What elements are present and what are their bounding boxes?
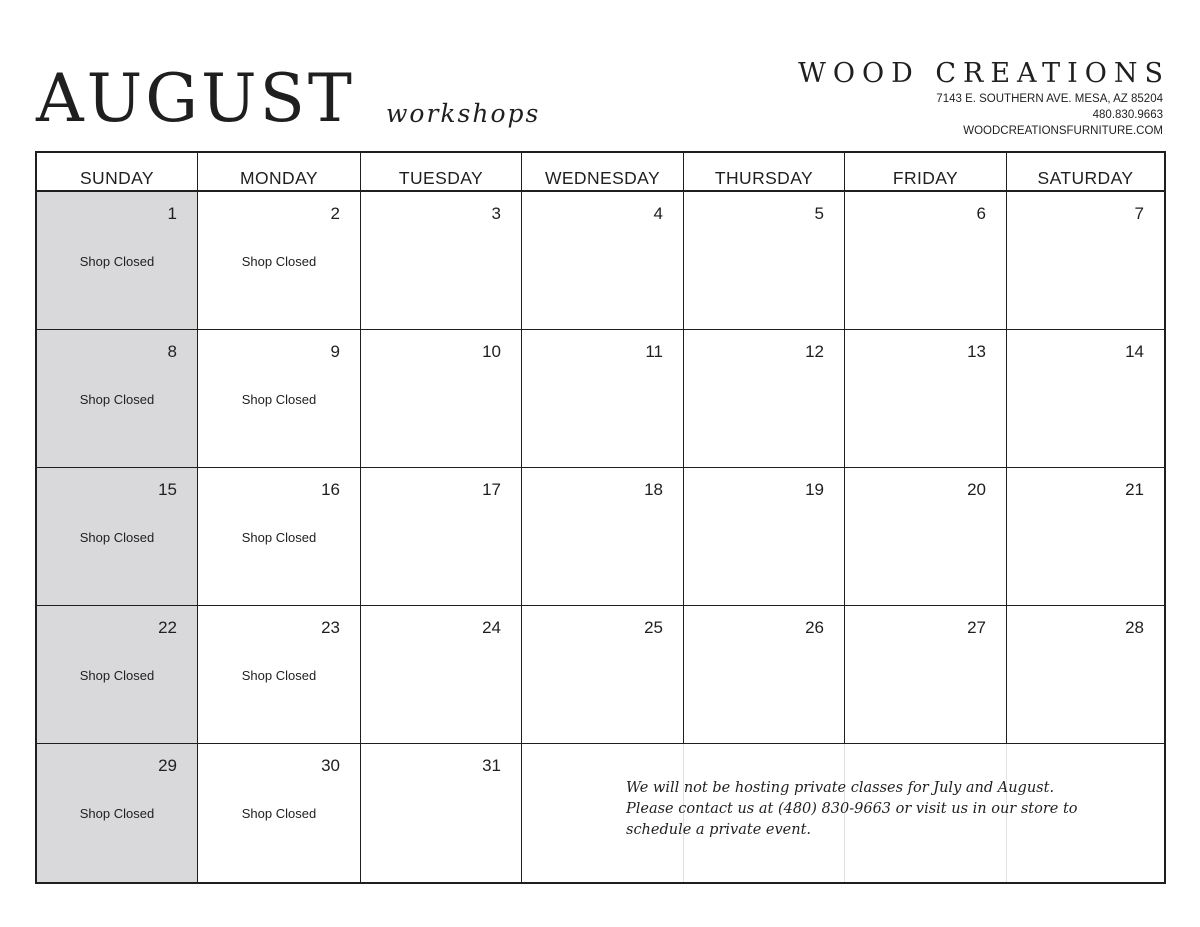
day-number: 5 — [814, 204, 824, 223]
day-number: 19 — [805, 480, 824, 499]
brand-name: WOOD CREATIONS — [798, 58, 1170, 89]
brand-phone: 480.830.9663 — [1092, 109, 1163, 122]
shop-closed-note: Shop Closed — [241, 254, 317, 269]
weekday-header: TUESDAY — [361, 153, 522, 192]
weekday-header: MONDAY — [198, 153, 361, 192]
day-number: 25 — [644, 618, 663, 637]
day-number: 14 — [1125, 342, 1144, 361]
day-number: 6 — [976, 204, 986, 223]
day-number: 28 — [1125, 618, 1144, 637]
shop-closed-note: Shop Closed — [241, 806, 317, 821]
day-number: 7 — [1134, 204, 1144, 223]
day-number: 27 — [967, 618, 986, 637]
day-number: 16 — [321, 480, 340, 499]
weekday-header: SATURDAY — [1007, 153, 1164, 192]
day-cell — [198, 606, 361, 744]
shop-closed-note: Shop Closed — [241, 668, 317, 683]
day-number: 23 — [321, 618, 340, 637]
day-cell — [198, 468, 361, 606]
day-cell — [684, 330, 845, 468]
day-number: 4 — [653, 204, 663, 223]
day-cell — [845, 606, 1007, 744]
day-cell — [361, 606, 522, 744]
day-cell — [37, 330, 198, 468]
day-number: 26 — [805, 618, 824, 637]
day-number: 29 — [158, 756, 177, 775]
brand-website: WOODCREATIONSFURNITURE.COM — [963, 125, 1163, 138]
day-number: 8 — [167, 342, 177, 361]
day-number: 9 — [330, 342, 340, 361]
day-number: 24 — [482, 618, 501, 637]
day-cell — [1007, 606, 1164, 744]
day-cell — [37, 744, 198, 882]
day-cell — [845, 192, 1007, 330]
day-cell — [37, 606, 198, 744]
day-cell — [845, 468, 1007, 606]
day-number: 2 — [330, 204, 340, 223]
day-number: 1 — [167, 204, 177, 223]
day-cell — [198, 192, 361, 330]
day-cell — [198, 330, 361, 468]
workshops-subtitle: workshops — [386, 99, 541, 128]
day-number: 18 — [644, 480, 663, 499]
day-number: 30 — [321, 756, 340, 775]
day-number: 21 — [1125, 480, 1144, 499]
day-cell — [361, 744, 522, 882]
day-cell — [845, 330, 1007, 468]
shop-closed-note: Shop Closed — [79, 806, 155, 821]
day-cell — [522, 330, 684, 468]
day-cell — [37, 192, 198, 330]
day-cell — [684, 192, 845, 330]
day-number: 22 — [158, 618, 177, 637]
shop-closed-note: Shop Closed — [241, 392, 317, 407]
day-number: 17 — [482, 480, 501, 499]
day-cell — [522, 192, 684, 330]
weekday-header: WEDNESDAY — [522, 153, 684, 192]
weekday-header: FRIDAY — [845, 153, 1007, 192]
day-cell — [361, 468, 522, 606]
day-cell — [1007, 330, 1164, 468]
day-number: 12 — [805, 342, 824, 361]
day-cell — [1007, 192, 1164, 330]
day-cell — [361, 330, 522, 468]
brand-address: 7143 E. SOUTHERN AVE. MESA, AZ 85204 — [936, 93, 1163, 106]
day-number: 31 — [482, 756, 501, 775]
day-cell — [198, 744, 361, 882]
day-number: 10 — [482, 342, 501, 361]
private-class-notice — [626, 778, 1096, 841]
day-cell — [522, 468, 684, 606]
day-cell — [522, 606, 684, 744]
day-cell — [1007, 468, 1164, 606]
day-cell — [37, 468, 198, 606]
day-number: 20 — [967, 480, 986, 499]
day-number: 11 — [645, 342, 663, 361]
day-cell — [684, 606, 845, 744]
notice-line: We will not be hosting private classes for July and August. — [626, 780, 1055, 796]
brand-block — [798, 58, 1170, 139]
day-number: 13 — [967, 342, 986, 361]
weekday-header: THURSDAY — [684, 153, 845, 192]
day-cell — [361, 192, 522, 330]
month-title: AUGUST — [36, 60, 355, 137]
notice-line: schedule a private event. — [626, 822, 812, 838]
shop-closed-note: Shop Closed — [241, 530, 317, 545]
calendar-grid — [35, 151, 1166, 884]
shop-closed-note: Shop Closed — [79, 254, 155, 269]
day-number: 3 — [491, 204, 501, 223]
shop-closed-note: Shop Closed — [79, 668, 155, 683]
weekday-header: SUNDAY — [37, 153, 198, 192]
day-cell — [684, 468, 845, 606]
day-number: 15 — [158, 480, 177, 499]
shop-closed-note: Shop Closed — [79, 530, 155, 545]
shop-closed-note: Shop Closed — [79, 392, 155, 407]
notice-line: Please contact us at (480) 830-9663 or visit us in our store to — [626, 801, 1078, 817]
